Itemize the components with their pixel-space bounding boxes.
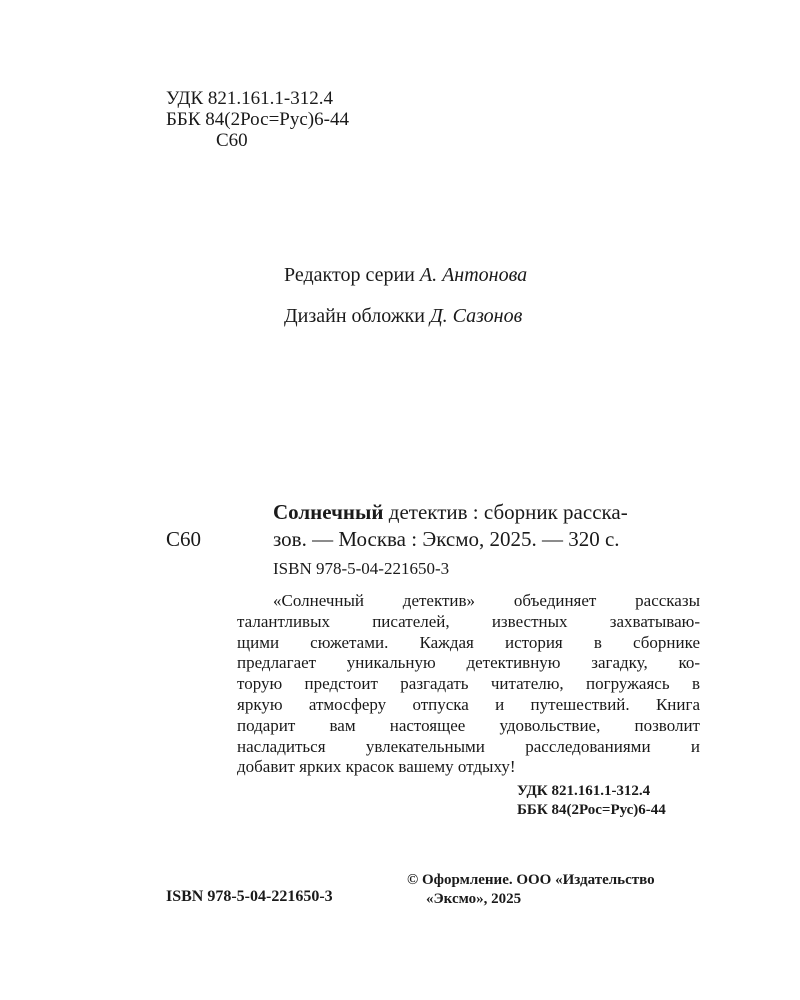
series-editor-label: Редактор серии (284, 264, 415, 286)
author-mark-top: С60 (216, 130, 248, 151)
abstract-line: торую предстоит разгадать читателю, погружаясь в (237, 674, 700, 694)
copyright-line-2: «Эксмо», 2025 (426, 891, 522, 907)
series-editor-name: А. Антонова (419, 264, 528, 286)
bibliographic-line-2: зов. — Москва : Эксмо, 2025. — 320 с. (273, 527, 620, 551)
abstract-line: яркую атмосферу отпуска и путешествий. Книга (237, 694, 700, 714)
udk-code-annotation: УДК 821.161.1-312.4 (517, 783, 651, 799)
bbk-code-annotation: ББК 84(2Рос=Рус)6-44 (517, 802, 666, 818)
abstract-line: предлагает уникальную детективную загадку, ко- (237, 653, 700, 673)
bibliographic-description-rest: детектив : сборник расска- (388, 500, 628, 524)
abstract-line: подарит вам настоящее удовольствие, позволит (237, 715, 700, 735)
abstract-line: насладиться увлекательными расследованиями и (237, 736, 700, 756)
udk-code-top: УДК 821.161.1-312.4 (166, 88, 333, 109)
cover-design-label: Дизайн обложки (284, 305, 425, 327)
abstract-line: «Солнечный детектив» объединяет рассказы (273, 591, 700, 610)
author-mark-annotation: С60 (166, 527, 202, 551)
cover-design-name: Д. Сазонов (429, 305, 523, 327)
abstract-line: щими сюжетами. Каждая история в сборнике (237, 632, 700, 652)
bbk-code-top: ББК 84(2Рос=Рус)6-44 (166, 109, 349, 130)
isbn-annotation: ISBN 978-5-04-221650-3 (273, 559, 450, 578)
book-title: Солнечный (273, 500, 384, 524)
bibliographic-line-1 (273, 499, 628, 526)
isbn-footer: ISBN 978-5-04-221650-3 (166, 888, 333, 905)
series-editor-credit (284, 264, 527, 287)
abstract-line: добавит ярких красок вашему отдыху! (237, 757, 516, 777)
abstract-text (237, 591, 700, 778)
cover-design-credit (284, 305, 522, 328)
abstract-line: талантливых писателей, известных захватываю- (237, 611, 700, 631)
copyright-line-1: © Оформление. ООО «Издательство (407, 872, 655, 888)
